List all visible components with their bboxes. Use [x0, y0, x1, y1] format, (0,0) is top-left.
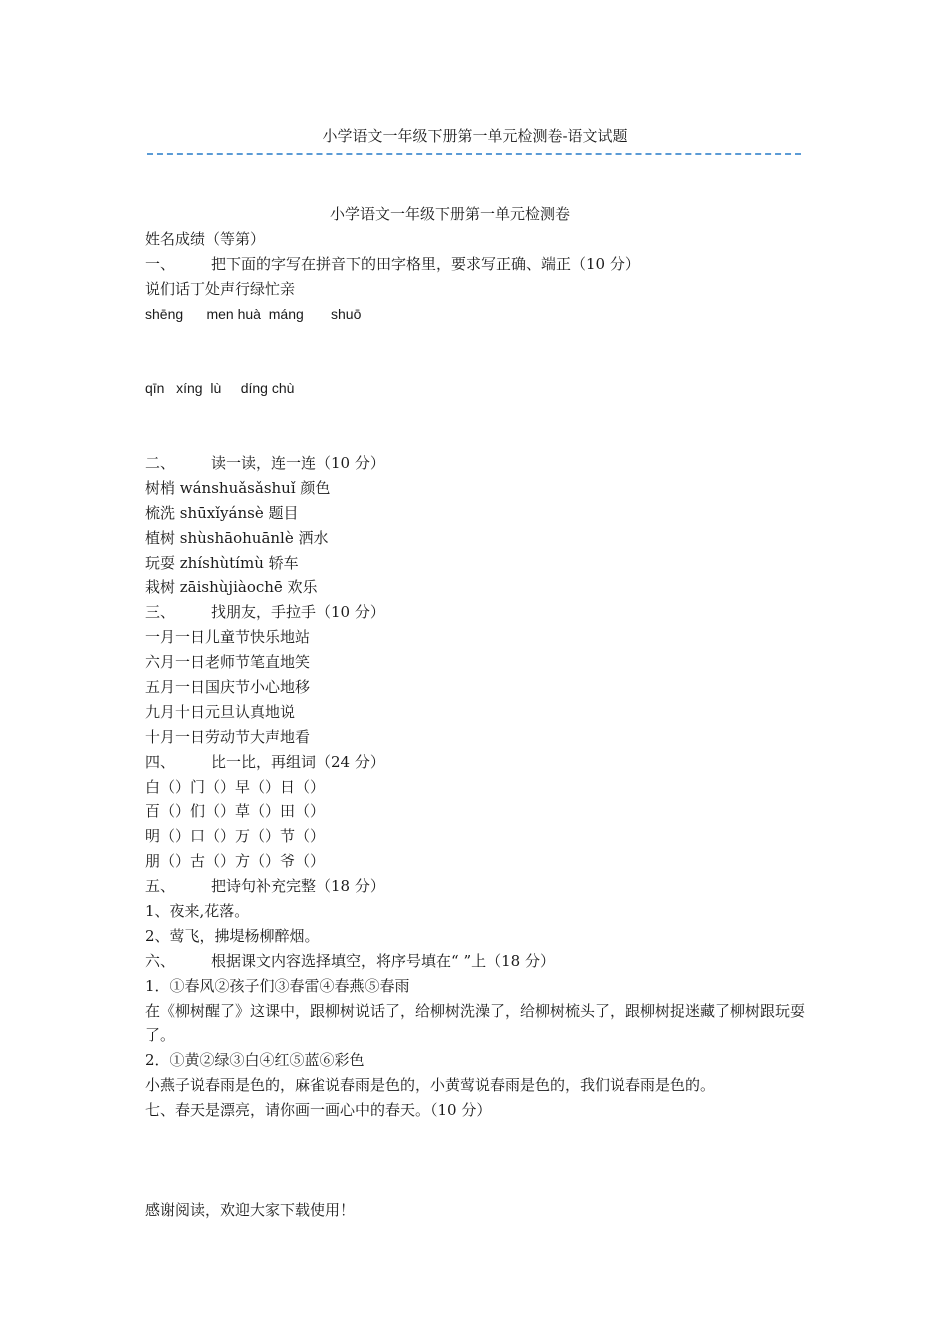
section-1-heading [145, 252, 815, 277]
header-title: 小学语文一年级下册第一单元检测卷-语文试题 [322, 127, 628, 145]
section-2-row: 植树 shùshāohuānlè 洒水 [145, 528, 329, 547]
section-2-heading [145, 451, 815, 476]
section-3-text: 找朋友，手拉手（10 分） [211, 603, 385, 622]
section-4-row: 百（）们（）草（）田（） [145, 802, 326, 821]
section-6-q2-text: 小燕子说春雨是色的，麻雀说春雨是色的，小黄莺说春雨是色的，我们说春雨是色的。 [145, 1076, 716, 1095]
section-6-number: 六、 [145, 951, 176, 970]
section-1-text: 把下面的字写在拼音下的田字格里，要求写正确、端正（10 分） [211, 254, 640, 273]
section-3-row: 一月一日儿童节快乐地站 [145, 628, 311, 647]
section-6-q2-options: 2．①黄②绿③白④红⑤蓝⑥彩色 [145, 1051, 365, 1070]
section-2-row: 栽树 zāishùjiàochē 欢乐 [145, 578, 318, 597]
section-2-number: 二、 [145, 453, 176, 472]
section-5-row: 1、夜来,花落。 [145, 901, 250, 920]
section-6-text: 根据课文内容选择填空，将序号填在“ ”上（18 分） [211, 951, 555, 970]
section-3-row: 六月一日老师节笔直地笑 [145, 653, 311, 672]
section-7-heading: 七、春天是漂亮，请你画一画心中的春天。（10 分） [145, 1101, 492, 1120]
section-3-row: 九月十日元旦认真地说 [145, 702, 296, 721]
section-6-q1-text: 在《柳树醒了》这课中，跟柳树说话了，给柳树洗澡了，给柳树梳头了，跟柳树捉迷藏了柳树跟玩耍了。 [145, 1001, 806, 1045]
section-2-row: 玩耍 zhíshùtímù 轿车 [145, 553, 299, 572]
writing-grid-space-1 [145, 326, 815, 376]
section-5-text: 把诗句补充完整（18 分） [211, 877, 385, 896]
section-1-pinyin-row-2: qīn xíng lù díng chù [145, 380, 295, 397]
header-dashed-rule [147, 153, 801, 155]
section-2-row: 梳洗 shūxǐyánsè 题目 [145, 503, 299, 522]
section-6-heading [145, 949, 815, 974]
section-4-number: 四、 [145, 752, 176, 771]
section-3-number: 三、 [145, 603, 176, 622]
section-2-row: 树梢 wánshuǎsǎshuǐ 颜色 [145, 478, 331, 497]
section-1-chars: 说们话丁处声行绿忙亲 [145, 279, 296, 298]
document-body [145, 202, 815, 1223]
section-4-text: 比一比，再组词（24 分） [211, 752, 385, 771]
section-5-heading [145, 874, 815, 899]
section-1-number: 一、 [145, 254, 176, 273]
section-4-heading [145, 750, 815, 775]
section-4-row: 明（）口（）万（）节（） [145, 827, 326, 846]
section-4-row: 朋（）古（）方（）爷（） [145, 852, 326, 871]
section-2-text: 读一读，连一连（10 分） [211, 453, 385, 472]
section-3-heading [145, 600, 815, 625]
section-3-row: 五月一日国庆节小心地移 [145, 677, 311, 696]
section-3-row: 十月一日劳动节大声地看 [145, 727, 311, 746]
name-score-line: 姓名成绩（等第） [145, 229, 266, 248]
drawing-space [145, 1123, 815, 1198]
section-4-row: 白（）门（）早（）日（） [145, 777, 326, 796]
section-5-row: 2、莺飞，拂堤杨柳醉烟。 [145, 926, 320, 945]
footer-thanks: 感谢阅读，欢迎大家下载使用！ [145, 1200, 356, 1219]
writing-grid-space-2 [145, 401, 815, 451]
section-1-pinyin-row-1: shēng men huà máng shuō [145, 305, 362, 322]
document-title: 小学语文一年级下册第一单元检测卷 [329, 205, 570, 223]
section-6-q1-options: 1．①春风②孩子们③春雷④春燕⑤春雨 [145, 976, 410, 995]
section-5-number: 五、 [145, 877, 176, 896]
